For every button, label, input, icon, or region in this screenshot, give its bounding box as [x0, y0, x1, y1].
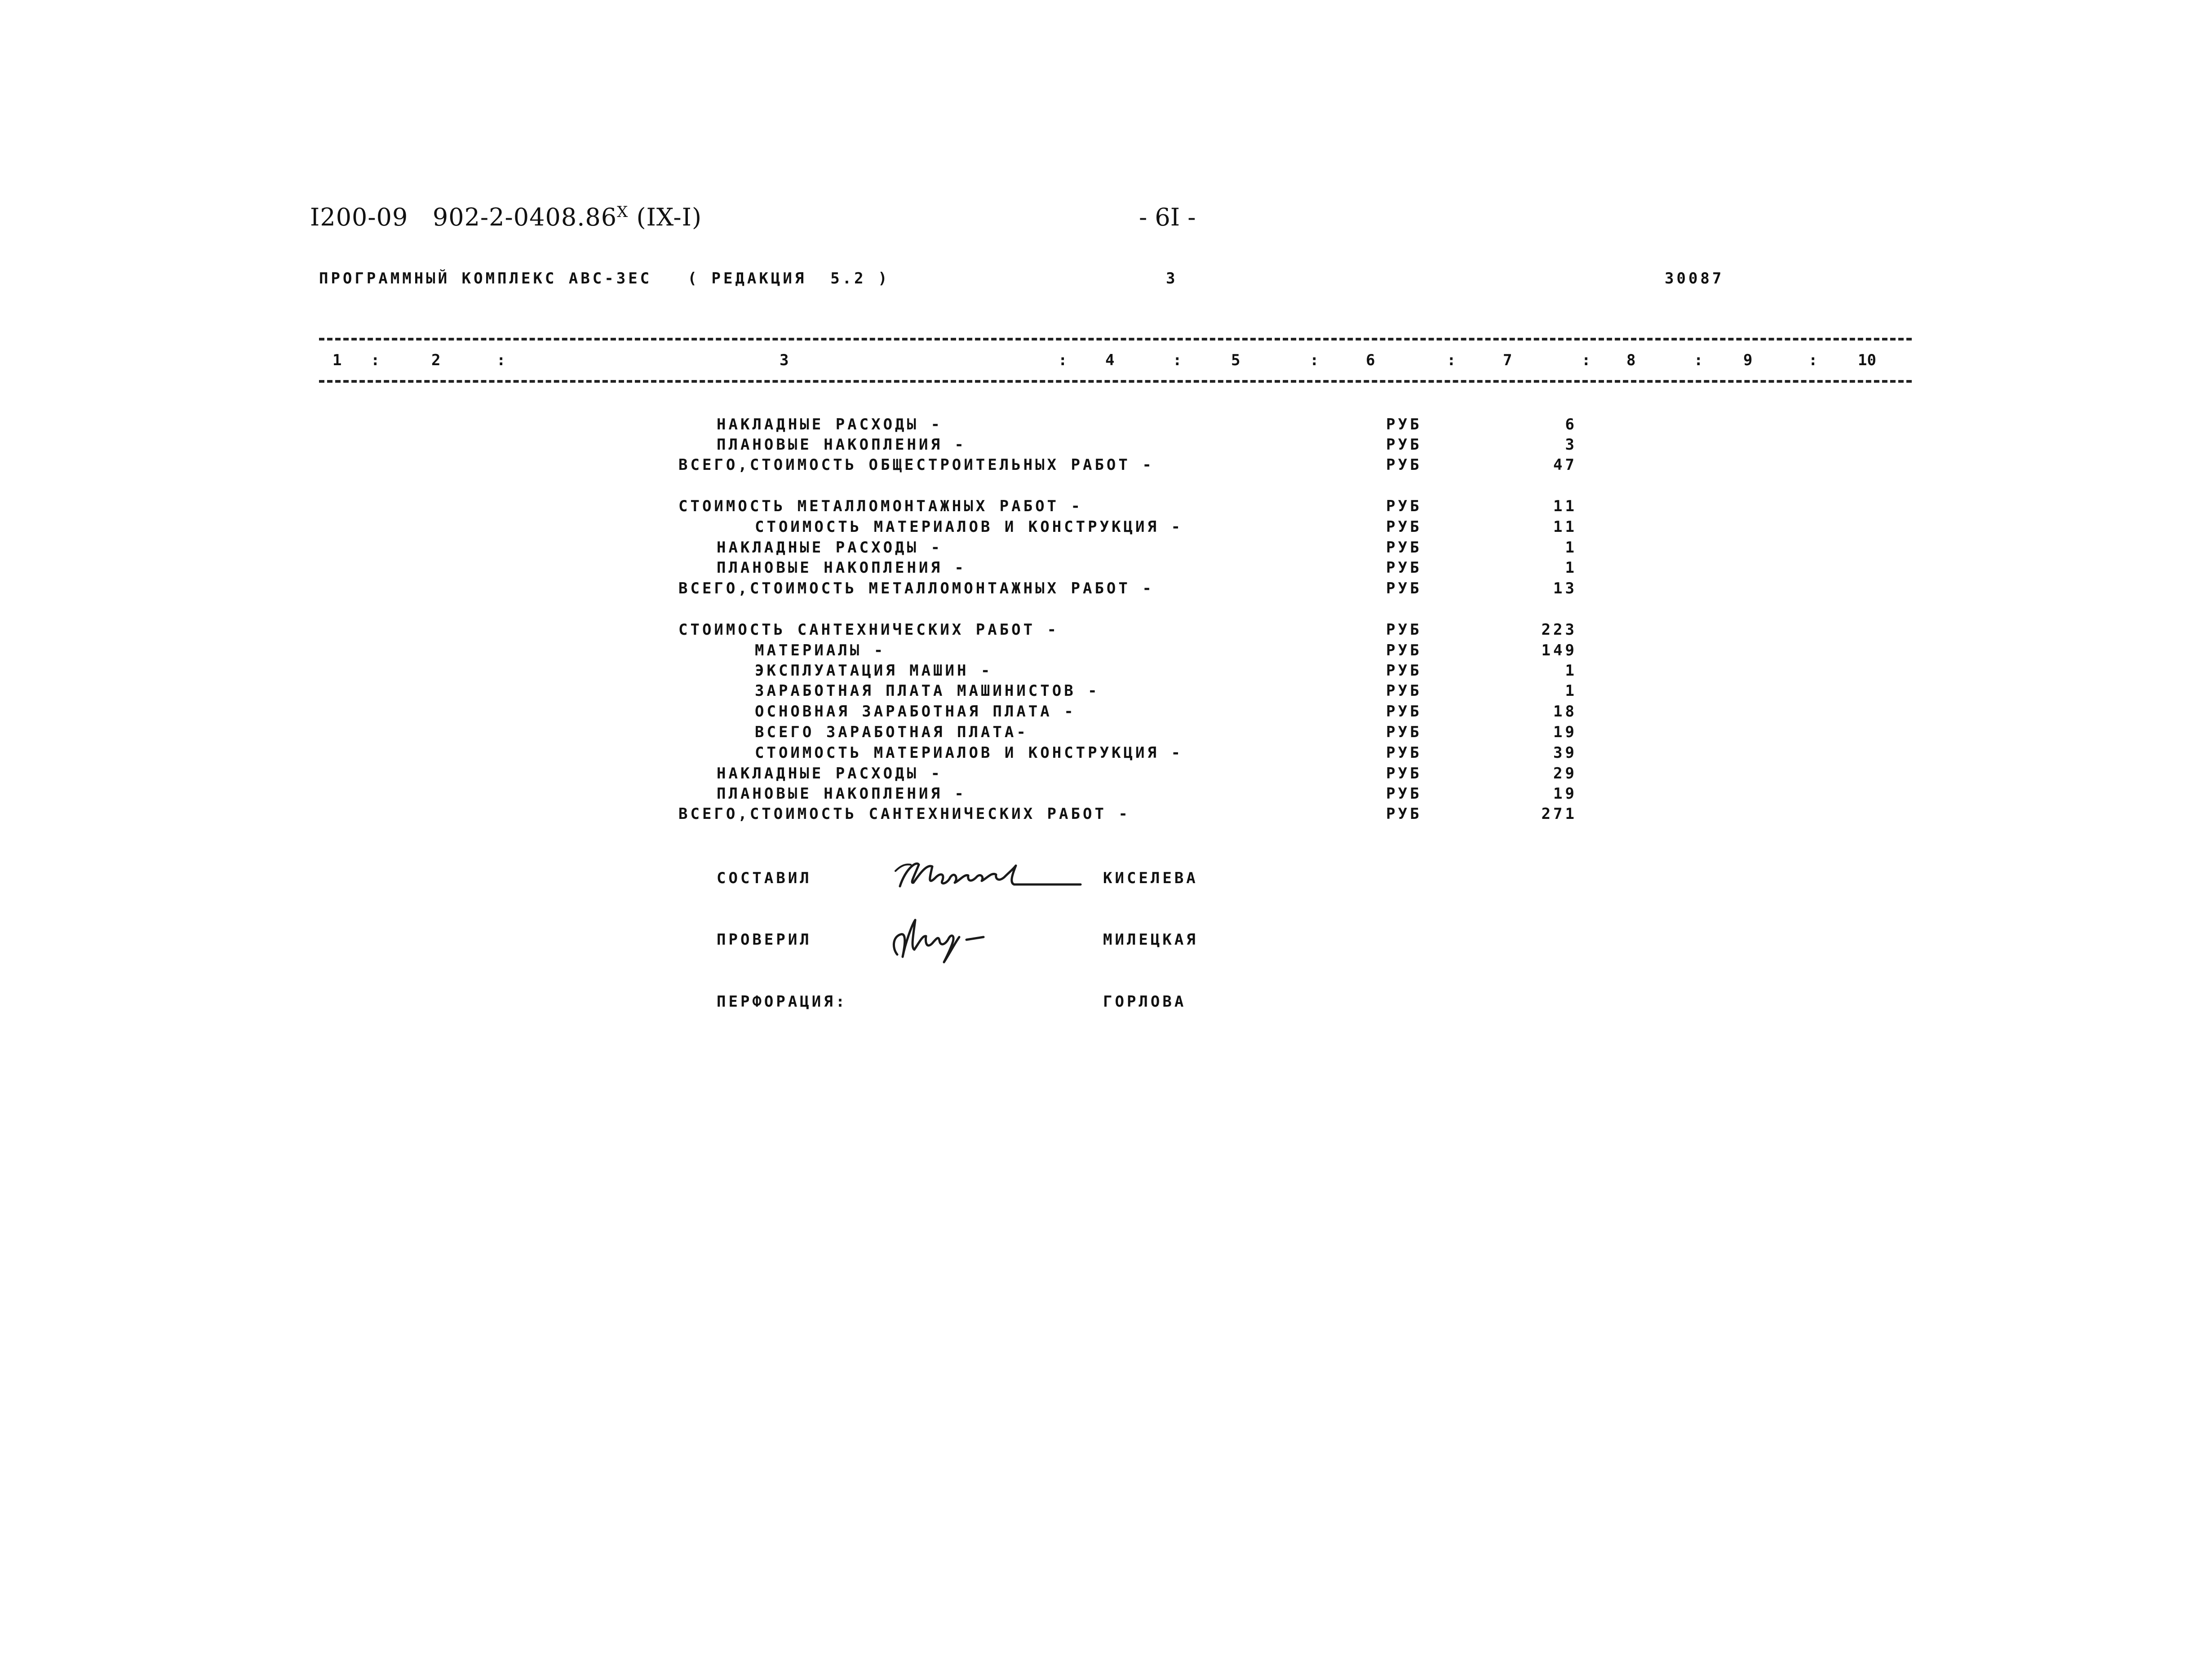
row-value: 1: [1565, 662, 1577, 680]
row-value: 149: [1541, 641, 1577, 659]
col-header-3: 3: [780, 351, 789, 369]
row-value: 1: [1565, 682, 1577, 700]
col-header-4: 4: [1105, 351, 1115, 369]
row-value: 1: [1565, 559, 1577, 577]
sheet-number: 3: [1166, 270, 1178, 287]
col-header-6: 6: [1366, 351, 1375, 369]
col-header-2: 2: [431, 351, 441, 369]
col-header-5: 5: [1231, 351, 1240, 369]
row-unit: РУБ: [1386, 621, 1422, 639]
row-unit: РУБ: [1386, 703, 1422, 721]
row-value: 223: [1541, 621, 1577, 639]
row-value: 19: [1553, 785, 1577, 803]
document-code-suffix: (IX-I): [628, 203, 702, 231]
row-unit: РУБ: [1386, 723, 1422, 741]
row-label: НАКЛАДНЫЕ РАСХОДЫ -: [717, 765, 943, 783]
row-unit: РУБ: [1386, 539, 1422, 557]
row-label: СТОИМОСТЬ МЕТАЛЛОМОНТАЖНЫХ РАБОТ -: [678, 497, 1083, 515]
row-unit: РУБ: [1386, 497, 1422, 515]
row-label: СТОИМОСТЬ МАТЕРИАЛОВ И КОНСТРУКЦИЯ -: [755, 518, 1183, 536]
row-label: ПЛАНОВЫЕ НАКОПЛЕНИЯ -: [717, 559, 966, 577]
row-value: 18: [1553, 703, 1577, 721]
row-value: 19: [1553, 723, 1577, 741]
row-label: СТОИМОСТЬ МАТЕРИАЛОВ И КОНСТРУКЦИЯ -: [755, 744, 1183, 762]
row-label: ЭКСПЛУАТАЦИЯ МАШИН -: [755, 662, 993, 680]
signature-name: ГОРЛОВА: [1103, 993, 1187, 1011]
col-header-1: 1: [332, 351, 342, 369]
row-label: ВСЕГО ЗАРАБОТНАЯ ПЛАТА-: [755, 723, 1028, 741]
col-sep: :: [1173, 351, 1182, 369]
row-label: СТОИМОСТЬ САНТЕХНИЧЕСКИХ РАБОТ -: [678, 621, 1059, 639]
row-label: ПЛАНОВЫЕ НАКОПЛЕНИЯ -: [717, 785, 966, 803]
row-label: МАТЕРИАЛЫ -: [755, 641, 886, 659]
col-sep: :: [1058, 351, 1068, 369]
col-sep: :: [1310, 351, 1319, 369]
row-value: 39: [1553, 744, 1577, 762]
col-header-9: 9: [1743, 351, 1753, 369]
col-sep: :: [1694, 351, 1703, 369]
row-unit: РУБ: [1386, 518, 1422, 536]
row-value: 13: [1553, 579, 1577, 597]
header-rule-top: [319, 338, 1912, 340]
row-label: ВСЕГО,СТОИМОСТЬ САНТЕХНИЧЕСКИХ РАБОТ -: [678, 805, 1130, 823]
col-sep: :: [371, 351, 380, 369]
row-unit: РУБ: [1386, 456, 1422, 474]
page-number: - 6I -: [1139, 203, 1196, 231]
row-unit: РУБ: [1386, 662, 1422, 680]
document-code: [310, 203, 702, 231]
row-unit: РУБ: [1386, 765, 1422, 783]
row-unit: РУБ: [1386, 641, 1422, 659]
row-unit: РУБ: [1386, 416, 1422, 433]
row-unit: РУБ: [1386, 744, 1422, 762]
signature-role: СОСТАВИЛ: [717, 869, 812, 887]
handwritten-signature-checker: [887, 912, 1000, 966]
row-value: 29: [1553, 765, 1577, 783]
signature-role: ПРОВЕРИЛ: [717, 931, 812, 949]
row-label: НАКЛАДНЫЕ РАСХОДЫ -: [717, 416, 943, 433]
handwritten-signature-compiler: [892, 851, 1085, 901]
document-code-main: I200-09 902-2-0408.86: [310, 203, 617, 231]
header-rule-bottom: [319, 380, 1912, 383]
signature-name: КИСЕЛЕВА: [1103, 869, 1198, 887]
row-label: НАКЛАДНЫЕ РАСХОДЫ -: [717, 539, 943, 557]
row-value: 3: [1565, 436, 1577, 454]
row-value: 6: [1565, 416, 1577, 433]
signature-role: ПЕРФОРАЦИЯ:: [717, 993, 848, 1011]
signature-name: МИЛЕЦКАЯ: [1103, 931, 1198, 949]
row-unit: РУБ: [1386, 805, 1422, 823]
col-sep: :: [1808, 351, 1818, 369]
row-label: ЗАРАБОТНАЯ ПЛАТА МАШИНИСТОВ -: [755, 682, 1100, 700]
row-label: ПЛАНОВЫЕ НАКОПЛЕНИЯ -: [717, 436, 966, 454]
row-label: ВСЕГО,СТОИМОСТЬ ОБЩЕСТРОИТЕЛЬНЫХ РАБОТ -: [678, 456, 1154, 474]
col-sep: :: [1447, 351, 1456, 369]
col-sep: :: [1582, 351, 1591, 369]
program-title: ПРОГРАММНЫЙ КОМПЛЕКС АВС-3ЕС ( РЕДАКЦИЯ 5.2 ): [319, 270, 890, 287]
row-label: ВСЕГО,СТОИМОСТЬ МЕТАЛЛОМОНТАЖНЫХ РАБОТ -: [678, 579, 1154, 597]
doc-number: 30087: [1665, 270, 1724, 287]
row-value: 11: [1553, 497, 1577, 515]
col-header-7: 7: [1503, 351, 1512, 369]
row-unit: РУБ: [1386, 579, 1422, 597]
col-header-10: 10: [1858, 351, 1876, 369]
row-value: 11: [1553, 518, 1577, 536]
row-unit: РУБ: [1386, 785, 1422, 803]
row-unit: РУБ: [1386, 436, 1422, 454]
col-header-8: 8: [1626, 351, 1636, 369]
row-unit: РУБ: [1386, 682, 1422, 700]
row-value: 271: [1541, 805, 1577, 823]
col-sep: :: [496, 351, 506, 369]
row-label: ОСНОВНАЯ ЗАРАБОТНАЯ ПЛАТА -: [755, 703, 1076, 721]
row-value: 1: [1565, 539, 1577, 557]
document-code-superscript: X: [617, 203, 629, 221]
row-unit: РУБ: [1386, 559, 1422, 577]
row-value: 47: [1553, 456, 1577, 474]
